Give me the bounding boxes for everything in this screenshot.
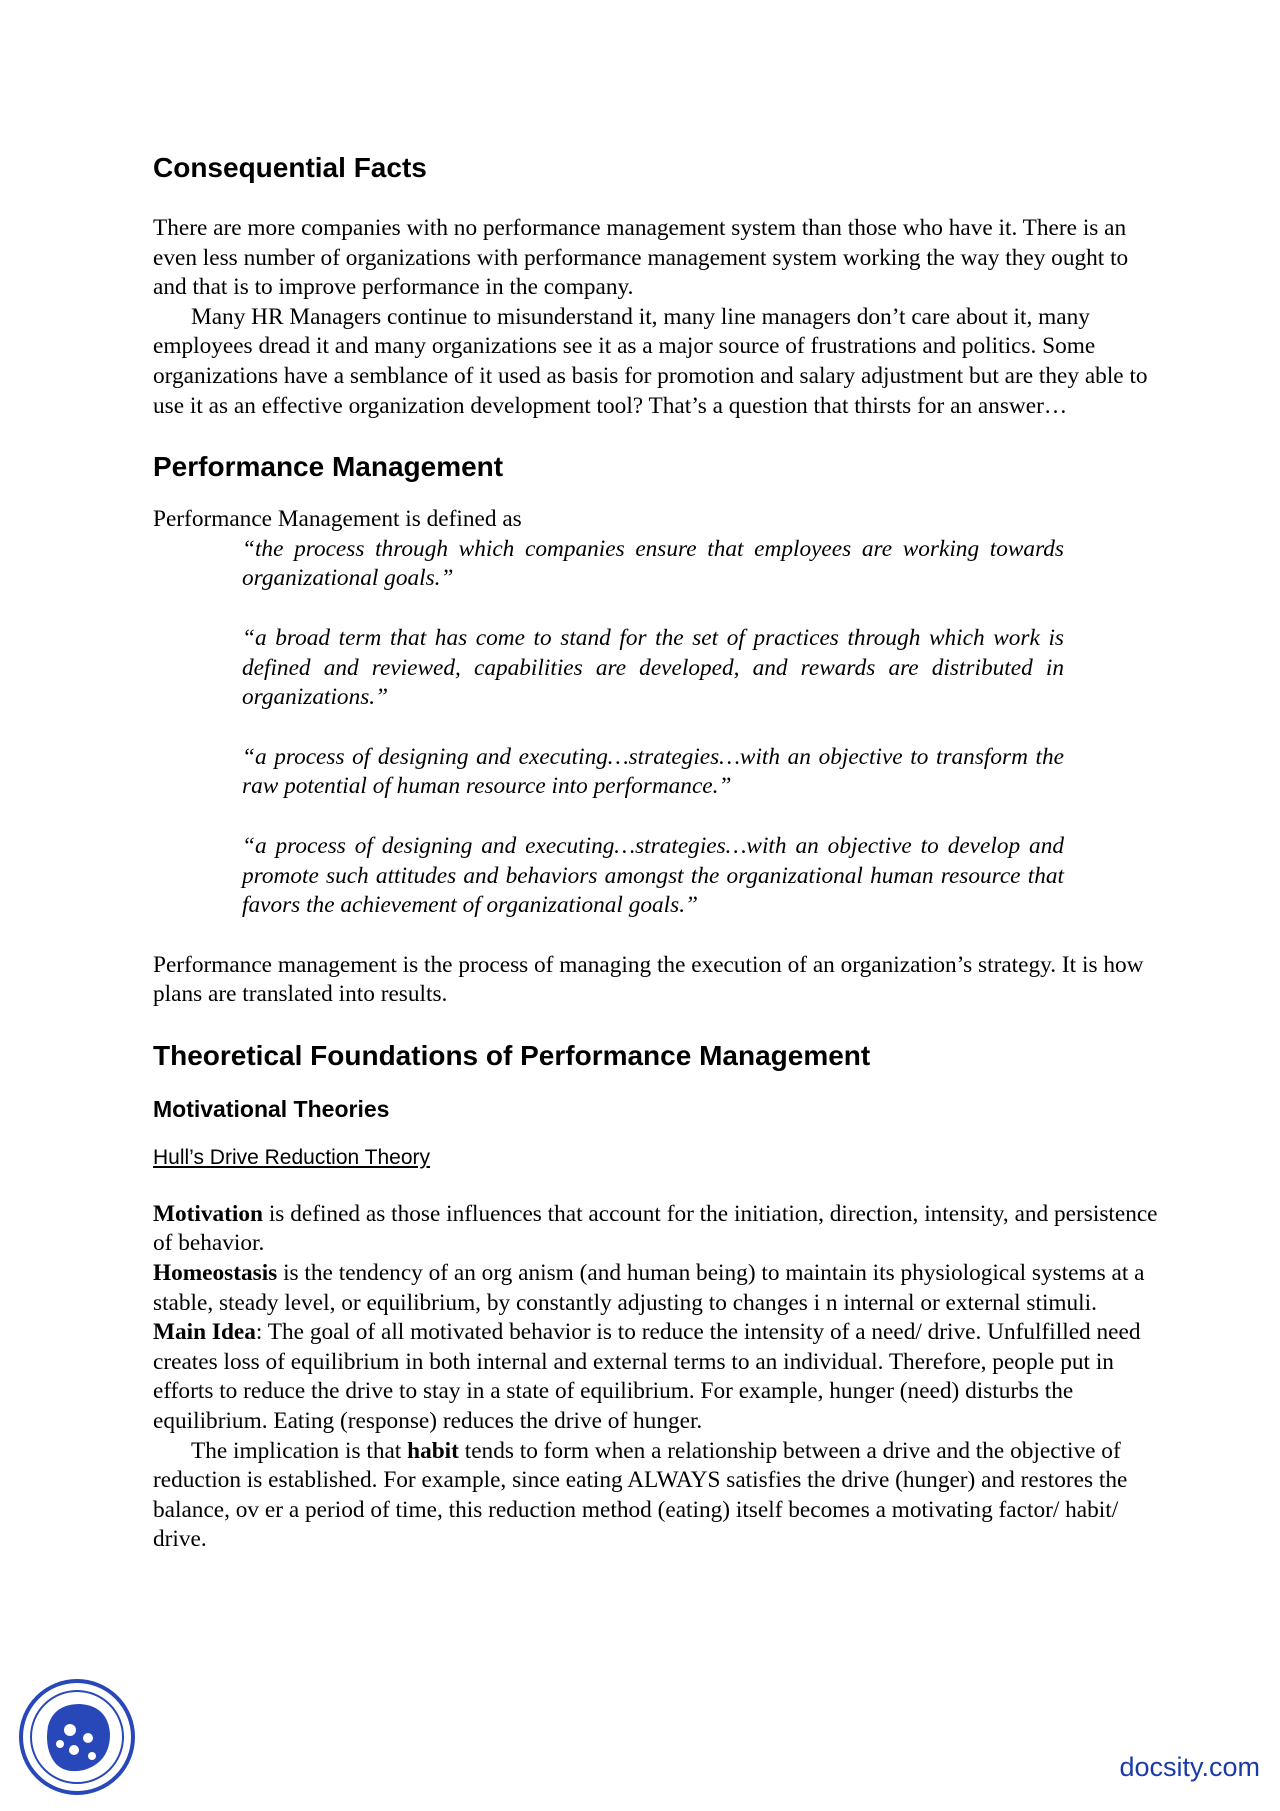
heading-theoretical-foundations: Theoretical Foundations of Performance Management — [153, 1039, 871, 1071]
heading-consequential-facts: Consequential Facts — [153, 152, 427, 183]
main-idea-text: : The goal of all motivated behavior is to reduce the intensity of a need/ drive. Unfulfilled need creates loss of equilibrium in both internal and external terms to an individual. Therefore, people put in efforts to reduce the drive to stay in a state of equilibrium. For example, hunger (need) disturbs the equilibrium. Eating (response) reduces the drive of hunger. — [153, 1319, 1141, 1435]
paragraph-main-idea — [153, 1318, 1163, 1436]
paragraph-facts-2: Many HR Managers continue to misunderstand it, many line managers don’t care about it, many employees dread it and many organizations see it as a major source of frustrations and politics. Some organizations have a semblance of it used as basis for promotion and salary adjustment but are they able to use it as an effective organization development tool? That’s a question that thirsts for an answer… — [153, 303, 1148, 419]
paragraph-implication — [153, 1437, 1163, 1555]
term-homeostasis: Homeostasis — [153, 1260, 278, 1287]
definition-quote-1: “the process through which companies ensure that employees are working towards organizational goals.” — [242, 535, 1064, 592]
term-habit: habit — [407, 1437, 459, 1464]
paragraph-motivation — [153, 1200, 1163, 1259]
paragraph-pm-summary: Performance management is the process of managing the execution of an organization’s strategy. It is how plans are translated into results. — [153, 951, 1144, 1008]
homeostasis-definition: is the tendency of an org anism (and human being) to maintain its physiological systems at a stable, steady level, or equilibrium, by constantly adjusting to changes i n internal or external stimuli. — [153, 1260, 1145, 1316]
paragraph-homeostasis — [153, 1259, 1163, 1318]
definitions-quote-block — [242, 535, 1064, 921]
implication-text: tends to form when a relationship between a drive and the objective of reduction is established. For example, since eating ALWAYS satisfies the drive (hunger) and restores the balance, ov er a period of time, this reduction method (eating) itself becomes a motivating factor/ habit/ drive. — [153, 1437, 1128, 1553]
paragraph-definition-intro: Performance Management is defined as — [153, 506, 522, 533]
definition-quote-3: “a process of designing and executing…strategies…with an objective to transform the raw potential of human resource into performance.” — [242, 743, 1064, 800]
term-motivation: Motivation — [153, 1200, 264, 1227]
heading-performance-management: Performance Management — [153, 451, 504, 483]
definition-quote-4: “a process of designing and executing…strategies…with an objective to develop and promote such attitudes and behaviors amongst the organizational human resource that favors the achievement of organizational goals.” — [242, 832, 1064, 919]
paragraph-facts-1: There are more companies with no performance management system than those who have it. There is an even less number of organizations with performance management system working the way they ought to and that is to improve performance in the company. — [153, 215, 1129, 301]
heading-motivational-theories: Motivational Theories — [153, 1095, 390, 1122]
document-content — [153, 150, 1163, 1555]
implication-intro: The implication is that — [191, 1437, 408, 1464]
motivation-definition: is defined as those influences that account for the initiation, direction, intensity, and persistence of behavior. — [153, 1200, 1158, 1257]
definition-quote-2: “a broad term that has come to stand for the set of practices through which work is defined and reviewed, capabilities are developed, and rewards are distributed in organizations.” — [242, 624, 1064, 711]
term-main-idea: Main Idea — [153, 1319, 256, 1346]
docsity-logo-icon — [18, 1678, 136, 1796]
heading-hull-drive-reduction: Hull’s Drive Reduction Theory — [153, 1145, 431, 1169]
docsity-brand-link[interactable]: docsity.com — [1119, 1752, 1260, 1782]
